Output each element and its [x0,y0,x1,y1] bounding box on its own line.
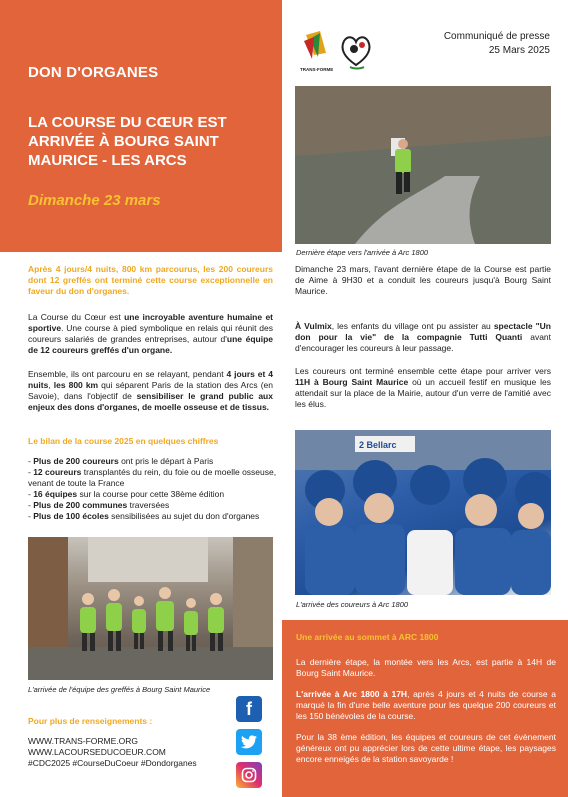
hashtags: #CDC2025 #CourseDuCoeur #Dondorganes [28,758,197,768]
street-photo-caption: L'arrivée de l'équipe des greffés à Bourg Saint Maurice [28,685,211,694]
summit-title: Une arrivée au sommet à ARC 1800 [296,632,439,642]
info-title: Pour plus de renseignements : [28,716,153,726]
journey-paragraph: Ensemble, ils ont parcouru en se relayant, pendant 4 jours et 4 nuits, les 800 km qui séparent Paris de la station des Arcs (en Savoie), dans l'objectif de sensibiliser le grand public aux enjeux des dons d'organes, de moelle osseuse et de tissus. [28,369,273,412]
stats-title: Le bilan de la course 2025 en quelques chiffres [28,436,219,446]
kicker: DON D'ORGANES [28,64,159,81]
press-date: 25 Mars 2025 [488,45,550,56]
intro-paragraph: La Course du Cœur est une incroyable aventure humaine et sportive. Une course à pied symbolique en relais qui réunit des coureurs salariés de grandes entreprises, autour d'une équipe de 12 coureurs greffés d'un organe. [28,312,274,355]
summit-box [282,620,568,797]
press-release-info [444,30,550,58]
arrival-paragraph: Les coureurs ont terminé ensemble cette étape pour arriver vers 11H à Bourg Saint Maurice où un accueil festif en musique les attendait sur la place de la Mairie, autour d'un verre de l'amitié avec les élus. [295,366,551,409]
event-date: Dimanche 23 mars [28,192,161,209]
svg-text:TRANS-FORME: TRANS-FORME [300,67,334,72]
summit-paragraph-3: Pour la 38 ème édition, les équipes et coureurs de cet évènement généreux ont pu apprécier lors de cette ultime étape, les paysages encore enneigés de la station savoyarde ! [296,732,556,764]
bird-icon [241,735,257,749]
summit-paragraph-2: L'arrivée à Arc 1800 à 17H, après 4 jours et 4 nuits de course a marqué la fin d'une belle aventure pour les quelque 200 coureurs et les 150 bénévoles de la course. [296,689,556,721]
street-scene [28,537,273,680]
stage-paragraph: Dimanche 23 mars, l'avant dernière étape de la Course est partie de Aime à 9H30 et a conduit les coureurs jusqu'à Bourg Saint Maurice. [295,264,551,296]
camera-icon [241,767,257,783]
svg-text:2 Bellarc: 2 Bellarc [359,440,397,450]
facebook-icon[interactable]: f [236,696,262,722]
link-coursducoeur[interactable]: WWW.LACOURSEDUCOEUR.COM [28,747,166,757]
lead-paragraph: Après 4 jours/4 nuits, 800 km parcourus, les 200 coureurs dont 12 greffés ont terminé cette course exceptionnelle en faveur du don d'organes. [28,264,273,296]
vulmix-paragraph: À Vulmix, les enfants du village ont pu assister au spectacle "Un don pour la vie" de la compagnie Tutti Quanti avant d'encourager les coureurs à leur passage. [295,321,552,353]
crowd-photo [295,430,551,595]
instagram-icon[interactable] [236,762,262,788]
road-scene [295,86,551,244]
list-item: - Plus de 100 écoles sensibilisées au sujet du don d'organes [28,511,260,521]
crowd-scene [295,430,551,595]
heart-logo [343,37,370,68]
link-transforme[interactable]: WWW.TRANS-FORME.ORG [28,736,139,746]
street-photo [28,537,273,680]
logos [296,27,386,77]
road-photo [295,86,551,244]
page-title: LA COURSE DU CŒUR EST ARRIVÉE À BOURG SAINT MAURICE - LES ARCS [28,114,227,169]
list-item: - 16 équipes sur la course pour cette 38ème édition [28,489,225,499]
stats-list [28,456,278,522]
list-item: - Plus de 200 coureurs ont pris le départ à Paris [28,456,214,466]
crowd-photo-caption: L'arrivée des coureurs à Arc 1800 [296,600,409,609]
header-panel [0,0,282,252]
press-label: Communiqué de presse [443,31,550,42]
list-item: - Plus de 200 communes traversées [28,500,170,510]
logo-group [296,27,386,77]
twitter-icon[interactable] [236,729,262,755]
road-photo-caption: Dernière étape vers l'arrivée à Arc 1800 [296,248,429,257]
summit-paragraph-1: La dernière étape, la montée vers les Arcs, est partie à 14H de Bourg Saint Maurice. [296,657,556,678]
list-item: - 12 coureurs transplantés du rein, du foie ou de moelle osseuse, venant de toute la France [28,467,277,488]
transforme-logo [300,31,333,72]
contact-links [28,736,197,769]
